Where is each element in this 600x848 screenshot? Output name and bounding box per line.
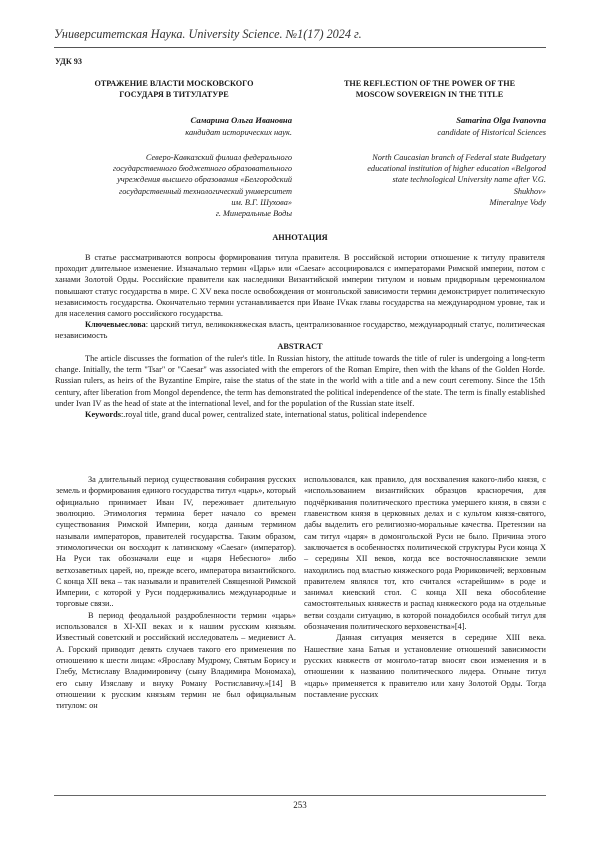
footer-divider: [54, 795, 546, 796]
affiliation-en: [300, 152, 546, 208]
affiliation-en-line: state technological University name after V.G.: [392, 175, 546, 185]
affiliation-ru: [56, 152, 292, 219]
annotation-text: В статье рассматриваются вопросы формирования титула правителя. В российской истории отношение к титулу правителя проходит длительное изменение. Изначально термин «Царь» или «Caesar» ассоциировался с императорами Римской империи, потом с ханами Золотой Орды. Российские правители как наследники Византийской империи титулом и новым придворным церемониалом повышают статус государства в мире. С XV века после освобождения от монгольской зависимости термин демонстрирует политическую независимость государства. Окончательно термин устанавливается при Иване IVкак главы государства на международном уровне, так и для населения самого российского государства.: [55, 253, 545, 319]
affiliation-ru-line: государственный технологический университет: [119, 186, 292, 196]
title-en: [313, 79, 546, 100]
title-en-line: MOSCOW SOVEREIGN IN THE TITLE: [355, 89, 504, 99]
body-column-right: [304, 474, 546, 700]
abstract-text: The article discusses the formation of the ruler's title. In Russian history, the attitude towards the title of ruler is undergoing a long-term change. Initially, the term "Tsar" or "Caesar" was associated with the emperors of the Roman Empire, then with the khans of the Golden Horde. Russian rulers, as heirs of the Byzantine Empire, raise the status of the state in the world with a title and a new court ceremony. Since the 15th century, after liberation from Mongol dependence, the term has demonstrated the political independence of the state. The term is finally established under Ivan IV as the head of state at the international level, and for the population of the Russian state itself.: [55, 354, 545, 408]
affiliation-ru-line: государственного бюджетного образовательного: [112, 164, 292, 174]
title-ru-line: ОТРАЖЕНИЕ ВЛАСТИ МОСКОВСКОГО: [94, 79, 254, 88]
affiliation-en-line: Shukhov»: [513, 186, 546, 196]
title-ru-line: ГОСУДАРЯ В ТИТУЛАТУРЕ: [119, 89, 229, 99]
body-paragraph: За длительный период существования собирания русских земель и формирования единого государства титул «царь», который официально принимает Иван IV, переживает длительную эволюцию. Этимология термина берет начало со времен существования Римской Империи, когда данным термином называли императоров, правителей государства. Таким образом, этимологически он восходит к латинскому «Caesar» (император). На Руси так обозначали еще и «царя Небесного» либо ветхозаветных царей, но, прежде всего, императора византийского. С конца XII века – так называли и правителей Священной Римской Империи, с которой у Руси поддерживались международные и торговые связи..: [56, 475, 296, 609]
abstract-keywords: [55, 409, 545, 420]
affiliation-ru-line: Северо-Кавказский филиал федерального: [145, 153, 292, 162]
abstract-heading: ABSTRACT: [277, 342, 323, 351]
affiliation-ru-line: учреждения высшего образования «Белгородский: [117, 175, 292, 185]
keywords-ru: : царский титул, великокняжеская власть, централизованное государство, международный статус, политическая независимость: [55, 320, 545, 341]
title-en-line: THE REFLECTION OF THE POWER OF THE: [343, 79, 516, 88]
body-paragraph: использовался, как правило, для восхваления какого-либо князя, с «использованием византийских образцов красноречия, для подчёркивания политического престижа умершего князя, в связи с главенством князя в церковных делах и с культом князя-святого, дабы выделить его религиозно-моральные качества. Претензии на сам титул «царя» в домонгольской Руси не было. Причина этого заключается в особенностях политической структуры Руси конца X – середины XII веков, когда все восточнославянские земли находились под властью княжеского рода Рюриковичей; верховным правителем являлся тот, кто считался «старейшим» в роде и занимал киевский стол. С конца XII века обособление самостоятельных княжеств и распад княжеского рода на отдельные ветви создали ситуацию, в которой понадобился особый титул для обозначения политического верховенства»[4].: [304, 475, 546, 632]
keywords-label-ru: Ключевыеслова: [85, 320, 146, 330]
annotation-keywords: [55, 319, 545, 341]
keywords-label-en: Keywords: [85, 410, 121, 420]
udk-code: УДК 93: [55, 57, 82, 66]
body-paragraph: В период феодальной раздробленности термин «царь» использовался в XI-XII веках и к нашим русским князьям. Известный советский и российский исследователь – медиевист А. А. Горский приводит девять случаев такого его применения по отношению к шести лицам: «Ярославу Мудрому, Святым Борису и Глебу, Мстиславу Владимировичу (сыну Владимира Мономаха), его сыну Изяславу и внуку Роману Ростиславичу.»[14] В отношении к русским князьям термин не был официальным титулом: он: [56, 610, 296, 711]
abstract-body: [55, 353, 545, 420]
author-en: Samarina Olga Ivanovna: [456, 115, 546, 125]
body-column-left: [56, 474, 296, 712]
affiliation-en-line: Mineralnye Vody: [489, 197, 546, 207]
header-divider: [54, 47, 546, 48]
title-ru: [56, 79, 292, 100]
annotation-body: [55, 252, 545, 342]
degree-en: candidate of Historical Sciences: [437, 128, 546, 137]
page-number: 253: [293, 800, 307, 810]
affiliation-en-line: educational institution of higher education «Belgorod: [367, 164, 546, 174]
affiliation-en-line: North Caucasian branch of Federal state Budgetary: [372, 153, 546, 162]
keywords-en: :.royal title, grand ducal power, centralized state, international status, political independence: [120, 410, 427, 420]
author-ru: Самарина Ольга Ивановна: [190, 115, 292, 125]
journal-header: Университетская Наука. University Science. №1(17) 2024 г.: [54, 27, 362, 41]
degree-ru: кандидат исторических наук.: [185, 128, 292, 137]
annotation-heading: АННОТАЦИЯ: [272, 233, 328, 242]
affiliation-ru-line: г. Минеральные Воды: [215, 209, 292, 219]
body-paragraph: Данная ситуация меняется в середине XIII века. Нашествие хана Батыя и установление отношений зависимости русских княжеств от монголо-татар вносят свои изменения и в отношении к названию политического лидера. Отныне титул «царь» применяется к правителю или хану Золотой Орды. Тогда поставление русских: [304, 633, 546, 699]
affiliation-ru-line: им. В.Г. Шухова»: [231, 197, 292, 207]
